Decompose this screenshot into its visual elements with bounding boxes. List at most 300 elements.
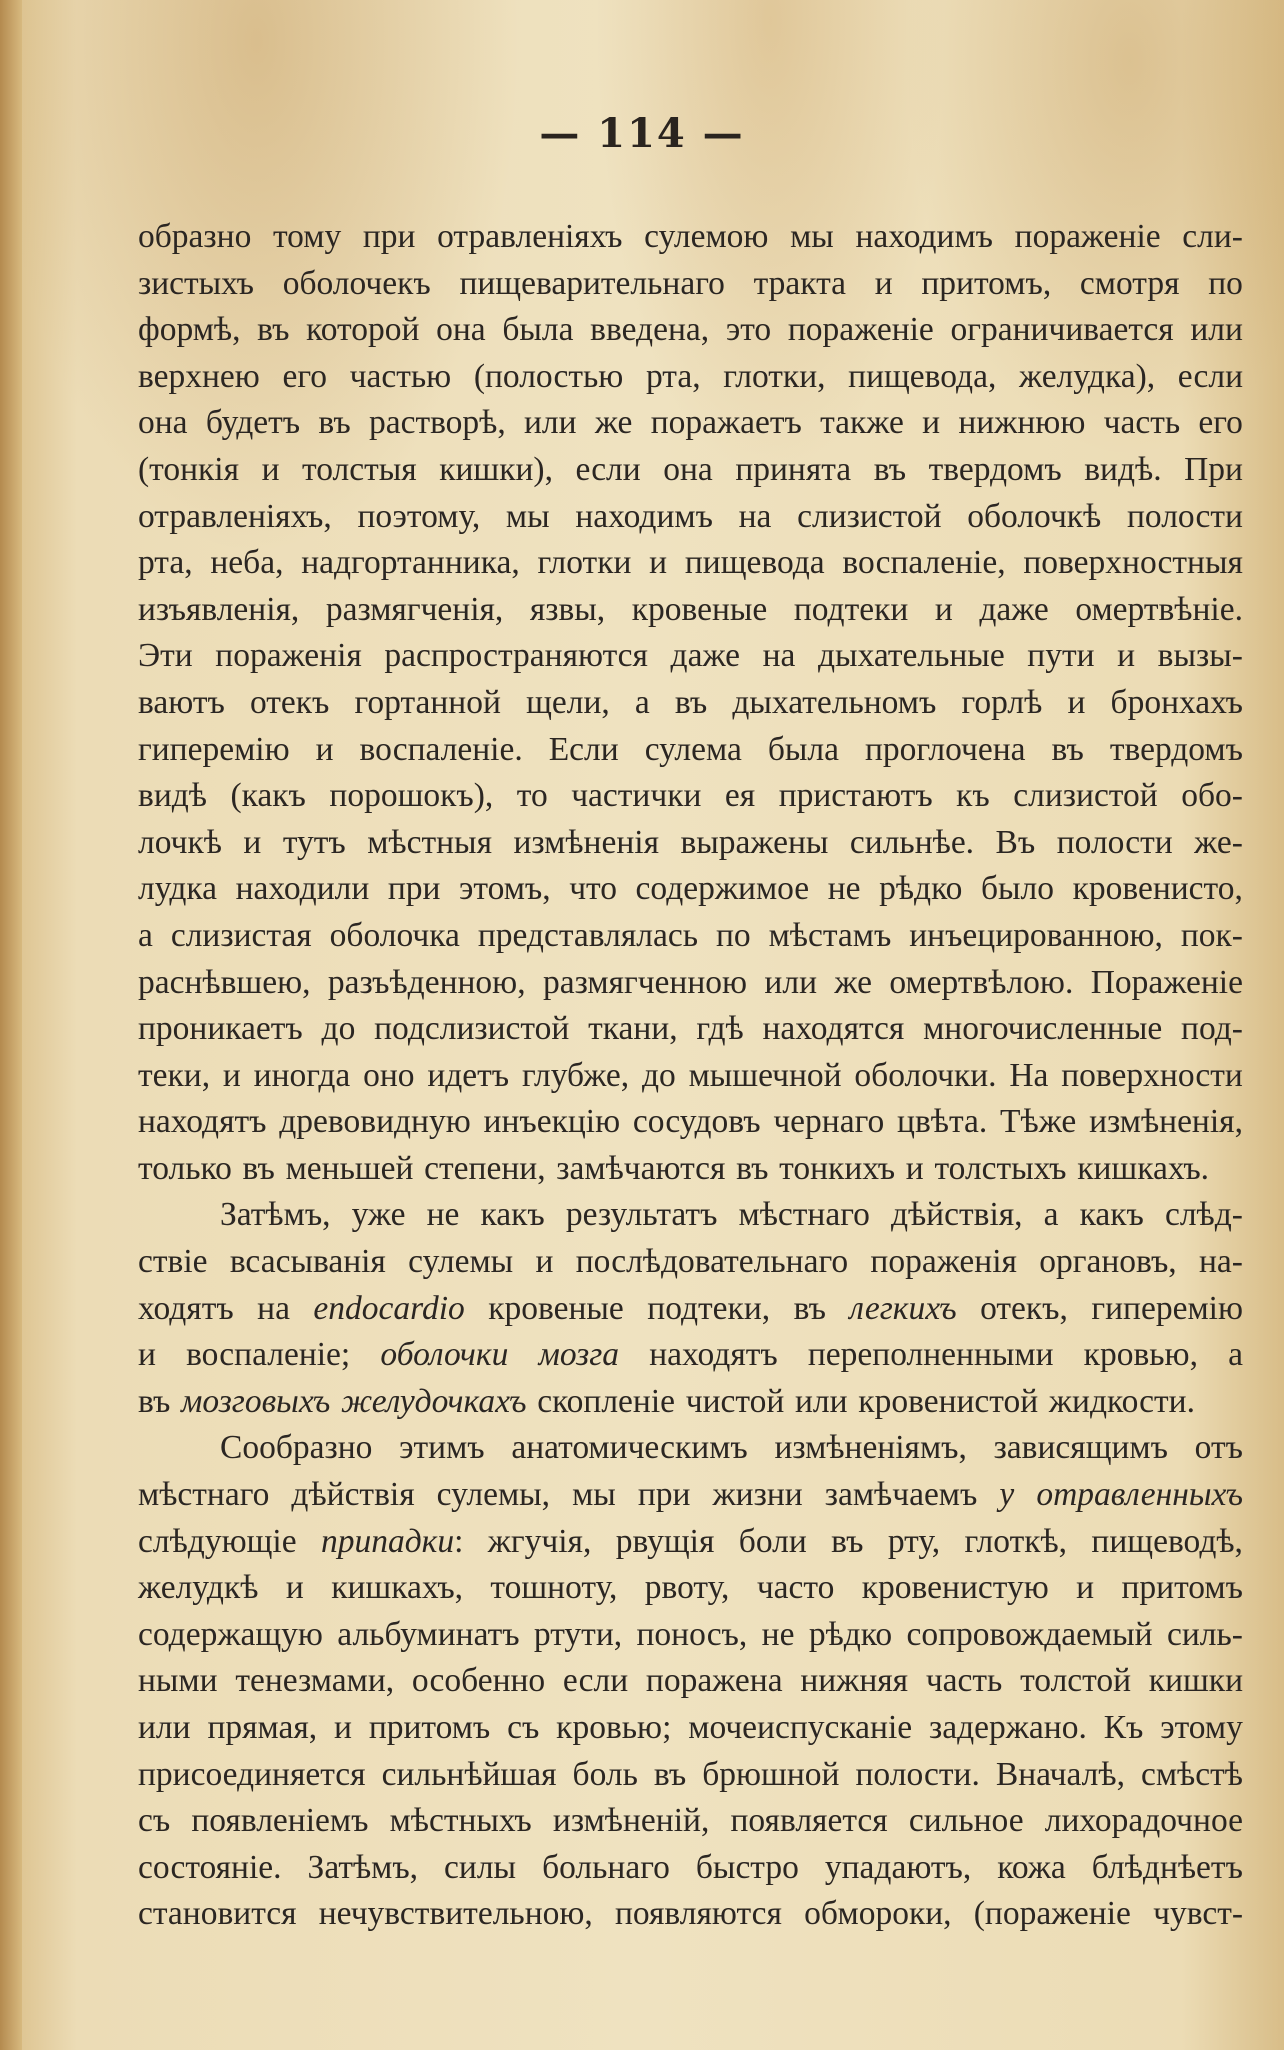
text-line <box>138 727 1243 774</box>
word: она <box>436 311 486 349</box>
word: верхнею <box>138 357 260 395</box>
word: она <box>138 404 188 442</box>
word: въ <box>1051 730 1084 768</box>
word: сли- <box>1182 218 1243 255</box>
word: кишки <box>1148 1662 1243 1700</box>
word: мы <box>572 1476 616 1514</box>
word: и <box>261 450 280 488</box>
body-text <box>138 214 1243 1938</box>
word: пути <box>1027 637 1095 675</box>
word: рвоту, <box>644 1569 730 1607</box>
text-line <box>138 214 1243 261</box>
word: же- <box>1194 823 1243 861</box>
word: измѣненій, <box>552 1802 710 1840</box>
word: не <box>827 870 861 908</box>
word: въ <box>653 1755 687 1793</box>
word: На <box>1009 1056 1049 1094</box>
word: тонкихъ <box>779 1149 896 1187</box>
text-line <box>138 1006 1243 1053</box>
word: притомъ <box>1121 1569 1243 1607</box>
word: отекъ <box>249 683 330 721</box>
word: распространяются <box>384 637 648 675</box>
word: даже <box>670 637 741 675</box>
word: какъ <box>1079 1196 1144 1234</box>
word: только <box>138 1149 232 1187</box>
word: Къ <box>1103 1709 1144 1746</box>
word: дѣйствія <box>291 1476 415 1514</box>
word: на <box>762 637 796 675</box>
word: скопленіе <box>537 1382 676 1420</box>
word: подтеки <box>793 590 909 628</box>
word: идетъ <box>427 1056 510 1094</box>
word: многочисленные <box>923 1010 1163 1048</box>
word: ртути, <box>533 1615 623 1653</box>
word: воспаленіе. <box>359 730 523 768</box>
word: слѣдующіе <box>138 1522 297 1560</box>
word: слизистой <box>797 497 942 535</box>
word: притомъ, <box>921 264 1052 302</box>
word: и <box>315 730 334 768</box>
word: желудочкахъ <box>340 1382 527 1420</box>
word: появляется <box>730 1802 888 1840</box>
text-line <box>138 1565 1243 1612</box>
word: припадки: <box>320 1522 464 1560</box>
word: Въ <box>995 823 1036 861</box>
word: въ <box>138 1382 171 1420</box>
word: этомъ, <box>459 870 551 908</box>
word: находили <box>235 870 370 908</box>
word: горлѣ <box>961 683 1043 721</box>
word: находятъ <box>649 1336 778 1374</box>
word: въ <box>831 1522 864 1560</box>
word: поражаетъ <box>650 404 802 442</box>
word: зистыхъ <box>138 264 254 302</box>
word: въ <box>318 404 351 442</box>
word: При <box>1184 450 1243 488</box>
word: боль <box>572 1755 638 1793</box>
word: измѣненіямъ, <box>774 1429 967 1467</box>
word: съ <box>138 1802 171 1840</box>
text-line <box>138 1472 1243 1519</box>
word: (пораженіе <box>973 1895 1131 1933</box>
word: лихорадочное <box>1044 1802 1243 1840</box>
word: слизистой <box>1013 777 1158 815</box>
word: было <box>980 870 1054 908</box>
word: пищеводѣ, <box>1091 1522 1243 1560</box>
word: упадаютъ, <box>824 1848 972 1886</box>
word: степени, <box>424 1149 546 1187</box>
page-binding-edge <box>0 0 22 2050</box>
word: кровью; <box>556 1709 672 1746</box>
word: размягченія, <box>325 590 504 628</box>
text-line <box>138 447 1243 494</box>
word: сулема <box>644 730 742 768</box>
word: и <box>1067 683 1086 721</box>
word: находятся <box>762 1010 905 1048</box>
word: также <box>820 404 904 442</box>
word: притомъ <box>368 1709 491 1746</box>
word: желудка), <box>1018 357 1156 395</box>
word: чернаго <box>773 1103 885 1141</box>
word: мѣстамъ <box>768 916 892 954</box>
word: этимъ <box>399 1429 485 1467</box>
word: переполненными <box>807 1336 1054 1374</box>
word: на <box>738 497 772 535</box>
text-line <box>138 633 1243 680</box>
word: проглочена <box>864 730 1026 768</box>
word: Затѣмъ, <box>220 1196 331 1234</box>
word: сопровождаемый <box>906 1615 1153 1653</box>
word: въ <box>674 683 708 721</box>
word: разъѣденною, <box>327 963 526 1001</box>
word: становится <box>138 1895 297 1933</box>
word: пораженія <box>870 1243 1017 1281</box>
word: рта, <box>138 544 193 582</box>
word: и <box>535 1243 554 1281</box>
word: рвущія <box>615 1522 715 1560</box>
word: пристаютъ <box>778 777 933 815</box>
word: содержащую <box>138 1615 323 1653</box>
word: мышечной <box>688 1056 842 1094</box>
word: отравленіяхъ, <box>138 497 332 535</box>
word: вызы- <box>1157 637 1243 675</box>
word: раснѣвшею, <box>138 963 311 1001</box>
word: сильнѣйшая <box>381 1755 557 1793</box>
word: къ <box>956 777 990 815</box>
word: и <box>649 544 668 582</box>
word: у <box>999 1476 1015 1514</box>
text-line <box>138 1425 1243 1472</box>
word: кишкахъ, <box>331 1569 464 1607</box>
word: пищевода, <box>848 357 997 395</box>
word: Тѣже <box>1000 1103 1077 1141</box>
word: лудка <box>138 870 218 908</box>
word: мы <box>505 497 550 535</box>
word: а <box>138 916 153 954</box>
word: мѣстнаго <box>138 1476 270 1514</box>
word: и <box>874 264 893 302</box>
word: древовидную <box>279 1103 471 1141</box>
word: при <box>362 218 416 255</box>
word: если <box>562 1662 629 1700</box>
word: поносъ, <box>636 1615 748 1653</box>
word: воспаленіе, <box>842 544 1006 582</box>
word: кровеные <box>631 590 768 628</box>
text-line <box>138 494 1243 541</box>
word: если <box>575 450 641 488</box>
word: больнаго <box>542 1848 670 1886</box>
word: полости <box>1056 823 1173 861</box>
word: частички <box>571 777 702 815</box>
text-line <box>138 1798 1243 1845</box>
text-line <box>138 866 1243 913</box>
text-line <box>138 307 1243 354</box>
word: жидкости. <box>1048 1382 1195 1420</box>
word: бронхахъ <box>1110 683 1243 721</box>
word: или <box>1190 311 1243 349</box>
word: легкихъ <box>849 1289 957 1327</box>
word: тошноту, <box>490 1569 618 1607</box>
word: въ <box>793 1289 826 1327</box>
word: и <box>922 404 941 442</box>
word: гиперемію <box>1091 1289 1243 1327</box>
word: ткани, <box>588 1010 678 1048</box>
word: образно <box>138 218 252 255</box>
word: и <box>243 823 262 861</box>
text-line <box>138 1146 1243 1193</box>
word: пищевода <box>684 544 825 582</box>
word: то <box>516 777 548 815</box>
word: замѣчаются <box>556 1149 726 1187</box>
word: находятъ <box>138 1103 267 1141</box>
word: оболочки <box>380 1336 509 1374</box>
word: оно <box>363 1056 415 1094</box>
word: а <box>1043 1196 1059 1234</box>
word: которой <box>306 311 420 349</box>
word: полости <box>1126 497 1243 535</box>
word: омертвѣлою. <box>889 963 1074 1001</box>
word: нижняя <box>800 1662 909 1700</box>
text-line <box>138 1379 1243 1426</box>
word: была <box>767 730 839 768</box>
text-line <box>138 261 1243 308</box>
word: сильное <box>908 1802 1024 1840</box>
word: ограничивается <box>950 311 1174 349</box>
word: жгучія, <box>487 1522 592 1560</box>
word: желудкѣ <box>138 1569 259 1607</box>
word: толстыхъ <box>934 1149 1067 1187</box>
word: неба, <box>210 544 284 582</box>
word: анатомическимъ <box>511 1429 748 1467</box>
word: (какъ <box>230 777 306 815</box>
word: Пораженіе <box>1090 963 1243 1001</box>
word: введена, <box>590 311 710 349</box>
word: этому <box>1160 1709 1243 1746</box>
word: Вначалѣ, <box>995 1755 1125 1793</box>
word: а <box>634 683 650 721</box>
word: Если <box>548 730 619 768</box>
word: глубже, <box>521 1056 630 1094</box>
word: до <box>641 1056 676 1094</box>
text-line <box>138 1332 1243 1379</box>
word: endocardio <box>313 1289 465 1327</box>
text-line <box>138 1286 1243 1333</box>
word: часть <box>925 1662 1003 1700</box>
word: поражена <box>645 1662 783 1700</box>
text-line <box>138 400 1243 447</box>
word: нечувствительною, <box>318 1895 593 1933</box>
word: ходятъ <box>138 1289 234 1327</box>
word: поверхностныя <box>1023 544 1243 582</box>
word: появляются <box>614 1895 782 1933</box>
word: часть <box>1103 404 1181 442</box>
word: смотря <box>1079 264 1180 302</box>
word: или <box>764 963 817 1001</box>
word: гиперемію <box>138 730 290 768</box>
word: твердомъ <box>928 450 1062 488</box>
word: принята <box>735 450 852 488</box>
word: нижнюю <box>958 404 1086 442</box>
word: его <box>1198 404 1243 442</box>
word: и <box>1117 637 1136 675</box>
word: ваютъ <box>138 683 225 721</box>
word: и <box>138 1336 156 1374</box>
word: Эти <box>138 637 193 675</box>
word: язвы, <box>529 590 606 628</box>
word: иногда <box>253 1056 351 1094</box>
text-line <box>138 1705 1243 1752</box>
word: пораженіе <box>787 311 934 349</box>
text-line <box>138 913 1243 960</box>
word: цвѣта. <box>897 1103 988 1141</box>
word: глотки <box>537 544 632 582</box>
word: боли <box>738 1522 807 1560</box>
word: сулемы <box>408 1243 514 1281</box>
word: если <box>1177 357 1243 395</box>
word: оболочкѣ <box>967 497 1102 535</box>
word: не <box>426 1196 460 1234</box>
word: мочеиспусканіе <box>688 1709 913 1746</box>
word: задержано. <box>929 1709 1087 1746</box>
word: прямая, <box>207 1709 318 1746</box>
word: результатъ <box>565 1196 718 1234</box>
word: щели, <box>526 683 610 721</box>
word: лочкѣ <box>138 823 222 861</box>
word: порошокъ), <box>329 777 494 815</box>
word: и <box>285 1569 304 1607</box>
word: часто <box>756 1569 835 1607</box>
word: кровенисто, <box>1072 870 1243 908</box>
word: полости. <box>855 1755 980 1793</box>
word: что <box>569 870 617 908</box>
word: Сообразно <box>220 1429 373 1467</box>
word: на <box>257 1289 290 1327</box>
word: зависящимъ <box>993 1429 1168 1467</box>
word: и <box>1076 1569 1095 1607</box>
word: она <box>663 450 713 488</box>
word: какъ <box>480 1196 545 1234</box>
word: органовъ, <box>1039 1243 1177 1281</box>
text-line <box>138 354 1243 401</box>
word: ными <box>138 1662 218 1700</box>
word: ствіе <box>138 1243 208 1281</box>
word: мозговыхъ <box>181 1382 331 1420</box>
word: оболочки. <box>854 1056 997 1094</box>
word: въ <box>736 1149 769 1187</box>
text-line <box>138 1053 1243 1100</box>
word: это <box>725 311 772 349</box>
word: подтеки, <box>647 1289 771 1327</box>
page-number: — 114 — <box>539 110 745 157</box>
word: и <box>905 1149 924 1187</box>
word: оболочка <box>329 916 460 954</box>
text-line <box>138 820 1243 867</box>
word: дѣйствія, <box>890 1196 1023 1234</box>
word: же <box>594 404 633 442</box>
word: под- <box>1181 1010 1243 1048</box>
word: альбуминатъ <box>337 1615 520 1653</box>
word: гортанной <box>354 683 501 721</box>
word: слизистая <box>170 916 312 954</box>
word: будетъ <box>205 404 301 442</box>
word: или <box>138 1709 191 1746</box>
word: блѣднѣетъ <box>1091 1848 1243 1886</box>
word: всасыванія <box>229 1243 386 1281</box>
word: рѣдко <box>808 1615 893 1653</box>
word: при <box>637 1476 691 1514</box>
word: до <box>321 1010 356 1048</box>
word: рѣдко <box>879 870 963 908</box>
word: рту, <box>887 1522 941 1560</box>
word: слѣд- <box>1164 1196 1243 1234</box>
word: (полостью <box>473 357 624 395</box>
word: въ <box>257 311 290 349</box>
word: въ <box>242 1149 275 1187</box>
word: особенно <box>411 1662 546 1700</box>
word: толстыя <box>302 450 417 488</box>
word: находимъ <box>575 497 713 535</box>
word: отравленныхъ <box>1036 1476 1243 1514</box>
word: дыхательные <box>818 637 1005 675</box>
word: кровенистую <box>861 1569 1049 1607</box>
word: его <box>282 357 327 395</box>
word: омертвѣніе. <box>1075 590 1243 628</box>
word: поэтому, <box>357 497 481 535</box>
word: сильнѣе. <box>849 823 975 861</box>
text-line <box>138 1752 1243 1799</box>
text-line <box>138 960 1243 1007</box>
word: проникаетъ <box>138 1010 303 1048</box>
word: поверхности <box>1061 1056 1243 1094</box>
word: уже <box>351 1196 406 1234</box>
word: силь- <box>1167 1615 1243 1653</box>
word: Затѣмъ, <box>307 1848 419 1886</box>
text-line <box>138 773 1243 820</box>
word: видѣ. <box>1084 450 1162 488</box>
word: по <box>1208 264 1243 302</box>
word: и <box>334 1709 352 1746</box>
word: размягченною <box>542 963 748 1001</box>
text-line <box>138 1612 1243 1659</box>
word: оболочекъ <box>282 264 431 302</box>
word: глоткѣ, <box>964 1522 1068 1560</box>
word: пок- <box>1180 916 1243 954</box>
word: содержимое <box>635 870 810 908</box>
word: при <box>387 870 441 908</box>
word: инъецированною, <box>909 916 1163 954</box>
word: жизни <box>712 1476 803 1514</box>
text-line <box>138 1658 1243 1705</box>
word: инъекцію <box>483 1103 621 1141</box>
word: даже <box>979 590 1049 628</box>
word: твердомъ <box>1109 730 1243 768</box>
text-line <box>138 1845 1243 1892</box>
text-line <box>138 540 1243 587</box>
word: тенезмами, <box>235 1662 395 1700</box>
word: дыхательномъ <box>732 683 937 721</box>
word: подслизистой <box>374 1010 570 1048</box>
word: тутъ <box>282 823 346 861</box>
word: съ <box>507 1709 540 1746</box>
word: и <box>222 1056 241 1094</box>
text-line <box>138 1239 1243 1286</box>
word: сулемою <box>644 218 769 255</box>
word: представлялась <box>477 916 698 954</box>
word: обо- <box>1181 777 1243 815</box>
word: чистой <box>685 1382 785 1420</box>
word: надгортанника, <box>301 544 520 582</box>
text-line <box>138 587 1243 634</box>
